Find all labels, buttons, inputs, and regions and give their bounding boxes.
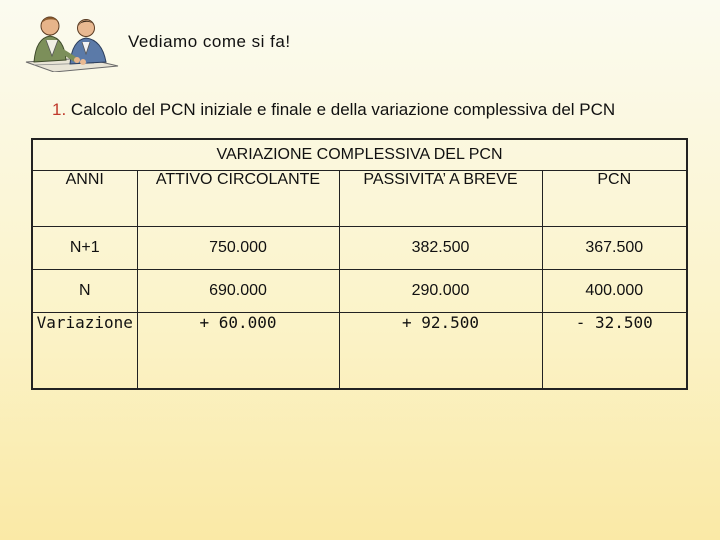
table-cell: 382.500 xyxy=(339,227,542,270)
table-cell: 750.000 xyxy=(137,227,339,270)
table-title: VARIAZIONE COMPLESSIVA DEL PCN xyxy=(32,139,687,171)
table-row xyxy=(32,270,687,313)
table-cell: + 92.500 xyxy=(339,313,542,390)
table-cell: 290.000 xyxy=(339,270,542,313)
column-header: ANNI xyxy=(32,171,137,227)
column-header: ATTIVO CIRCOLANTE xyxy=(137,171,339,227)
page-heading: Vediamo come si fa! xyxy=(128,32,291,51)
people-studying-clipart xyxy=(24,10,120,72)
step-number: 1. xyxy=(52,100,67,119)
step-text: Calcolo del PCN iniziale e finale e della variazione complessiva del PCN xyxy=(66,100,616,119)
slide-subtitle xyxy=(52,100,615,120)
table-cell: Variazione xyxy=(32,313,137,390)
table-cell: - 32.500 xyxy=(542,313,687,390)
table-cell: 400.000 xyxy=(542,270,687,313)
table-cell: N+1 xyxy=(32,227,137,270)
column-header: PCN xyxy=(542,171,687,227)
pcn-variation-table xyxy=(31,138,688,390)
table-row xyxy=(32,313,687,390)
table-cell: 690.000 xyxy=(137,270,339,313)
table-cell: 367.500 xyxy=(542,227,687,270)
table-cell: + 60.000 xyxy=(137,313,339,390)
table-header-row xyxy=(32,171,687,227)
table-title-row xyxy=(32,139,687,171)
table-cell: N xyxy=(32,270,137,313)
column-header: PASSIVITA’ A BREVE xyxy=(339,171,542,227)
table-row xyxy=(32,227,687,270)
